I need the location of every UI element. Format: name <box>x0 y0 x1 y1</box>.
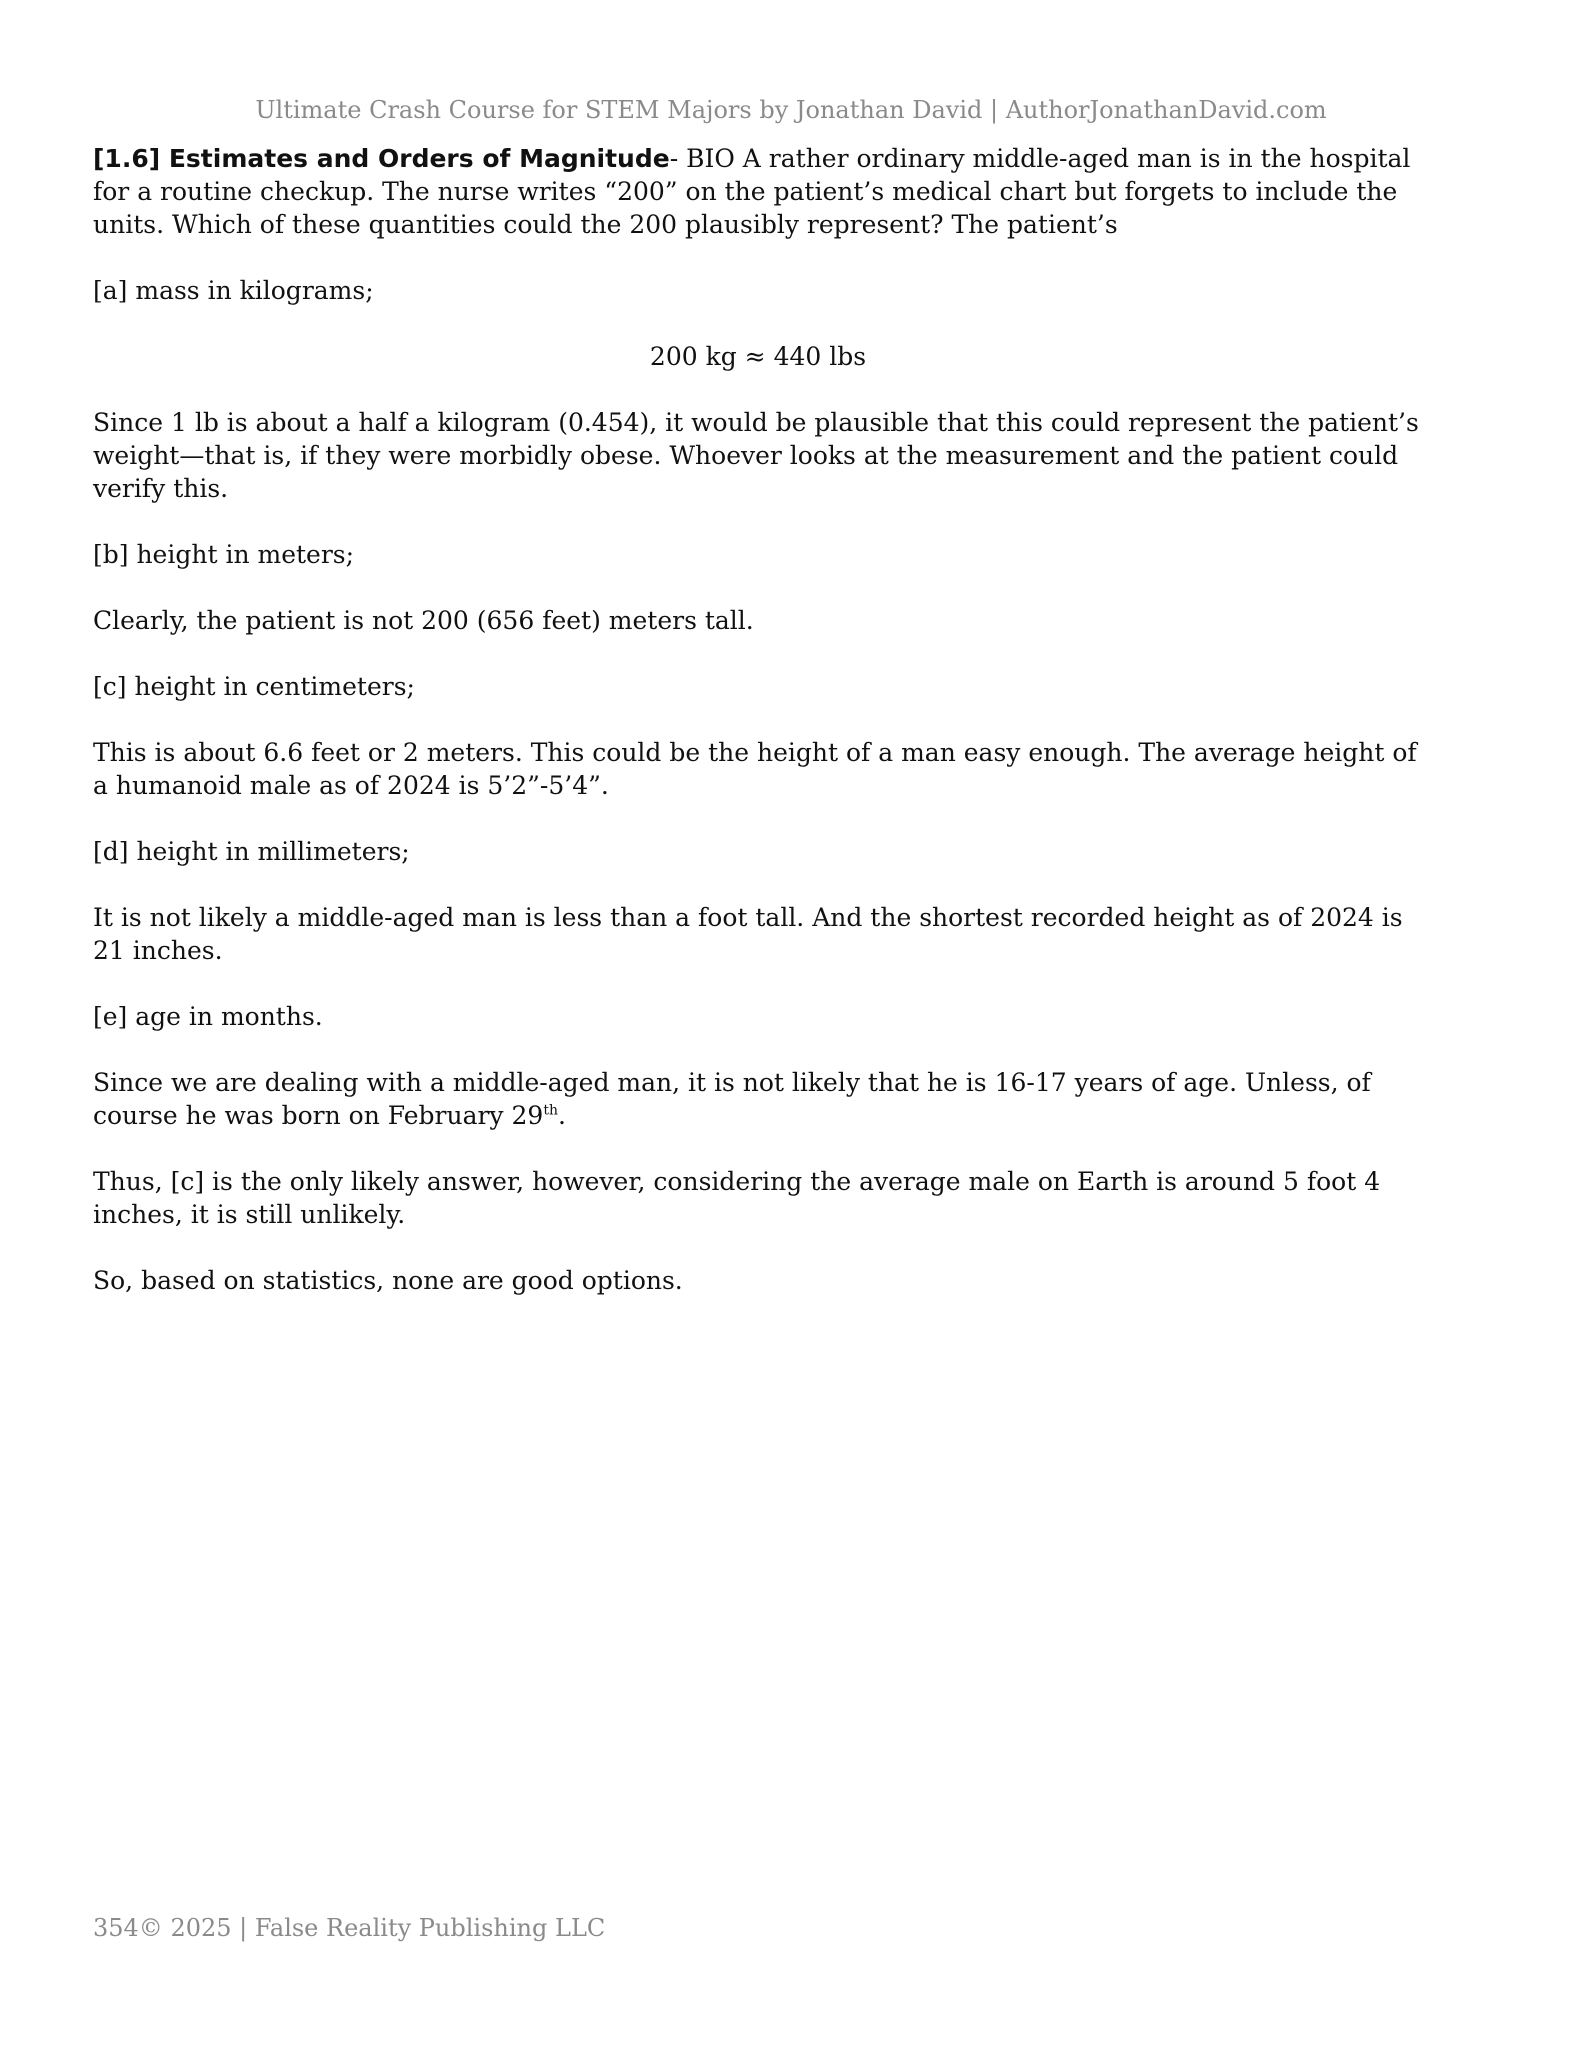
page-header: Ultimate Crash Course for STEM Majors by Jonathan David | AuthorJonathanDavid.com <box>255 96 1327 124</box>
page-footer: 354© 2025 | False Reality Publishing LLC <box>93 1914 606 1942</box>
part-a-answer: Since 1 lb is about a half a kilogram (0.454), it would be plausible that this could represent the patient’s weight—that is, if they were morbidly obese. Whoever looks at the measurement and the patient could verify this. <box>93 408 1419 503</box>
part-b-label: [b] height in meters; <box>93 540 355 569</box>
conclusion-paragraph: Thus, [c] is the only likely answer, however, considering the average male on Earth is around 5 foot 4 inches, it is still unlikely. <box>93 1167 1381 1229</box>
problem-title: [1.6] Estimates and Orders of Magnitude <box>93 144 670 173</box>
part-c-answer: This is about 6.6 feet or 2 meters. This could be the height of a man easy enough. The average height of a humanoid male as of 2024 is 5’2”-5’4”. <box>93 738 1417 800</box>
part-c-label: [c] height in centimeters; <box>93 672 415 701</box>
part-b-answer: Clearly, the patient is not 200 (656 feet) meters tall. <box>93 606 754 635</box>
part-e-answer-superscript: th <box>543 1102 558 1119</box>
page-content <box>93 142 1423 1330</box>
part-e-answer-text: Since we are dealing with a middle-aged man, it is not likely that he is 16-17 years of age. Unless, of course he was born on February 29 <box>93 1068 1371 1130</box>
part-e-label: [e] age in months. <box>93 1002 323 1031</box>
part-a-equation: 200 kg ≈ 440 lbs <box>649 342 867 371</box>
part-a-label: [a] mass in kilograms; <box>93 276 374 305</box>
final-statement: So, based on statistics, none are good options. <box>93 1266 683 1295</box>
part-d-label: [d] height in millimeters; <box>93 837 410 866</box>
part-e-answer <box>93 1066 1423 1132</box>
problem-text: - BIO A rather ordinary middle-aged man is in the hospital for a routine checkup. The nurse writes “200” on the patient’s medical chart but forgets to include the units. Which of these quantities could the 200 plausibly represent? The patient’s <box>93 144 1411 239</box>
part-e-answer-end: . <box>557 1101 566 1130</box>
part-d-answer: It is not likely a middle-aged man is less than a foot tall. And the shortest recorded height as of 2024 is 21 inches. <box>93 903 1403 965</box>
problem-statement <box>93 142 1423 241</box>
